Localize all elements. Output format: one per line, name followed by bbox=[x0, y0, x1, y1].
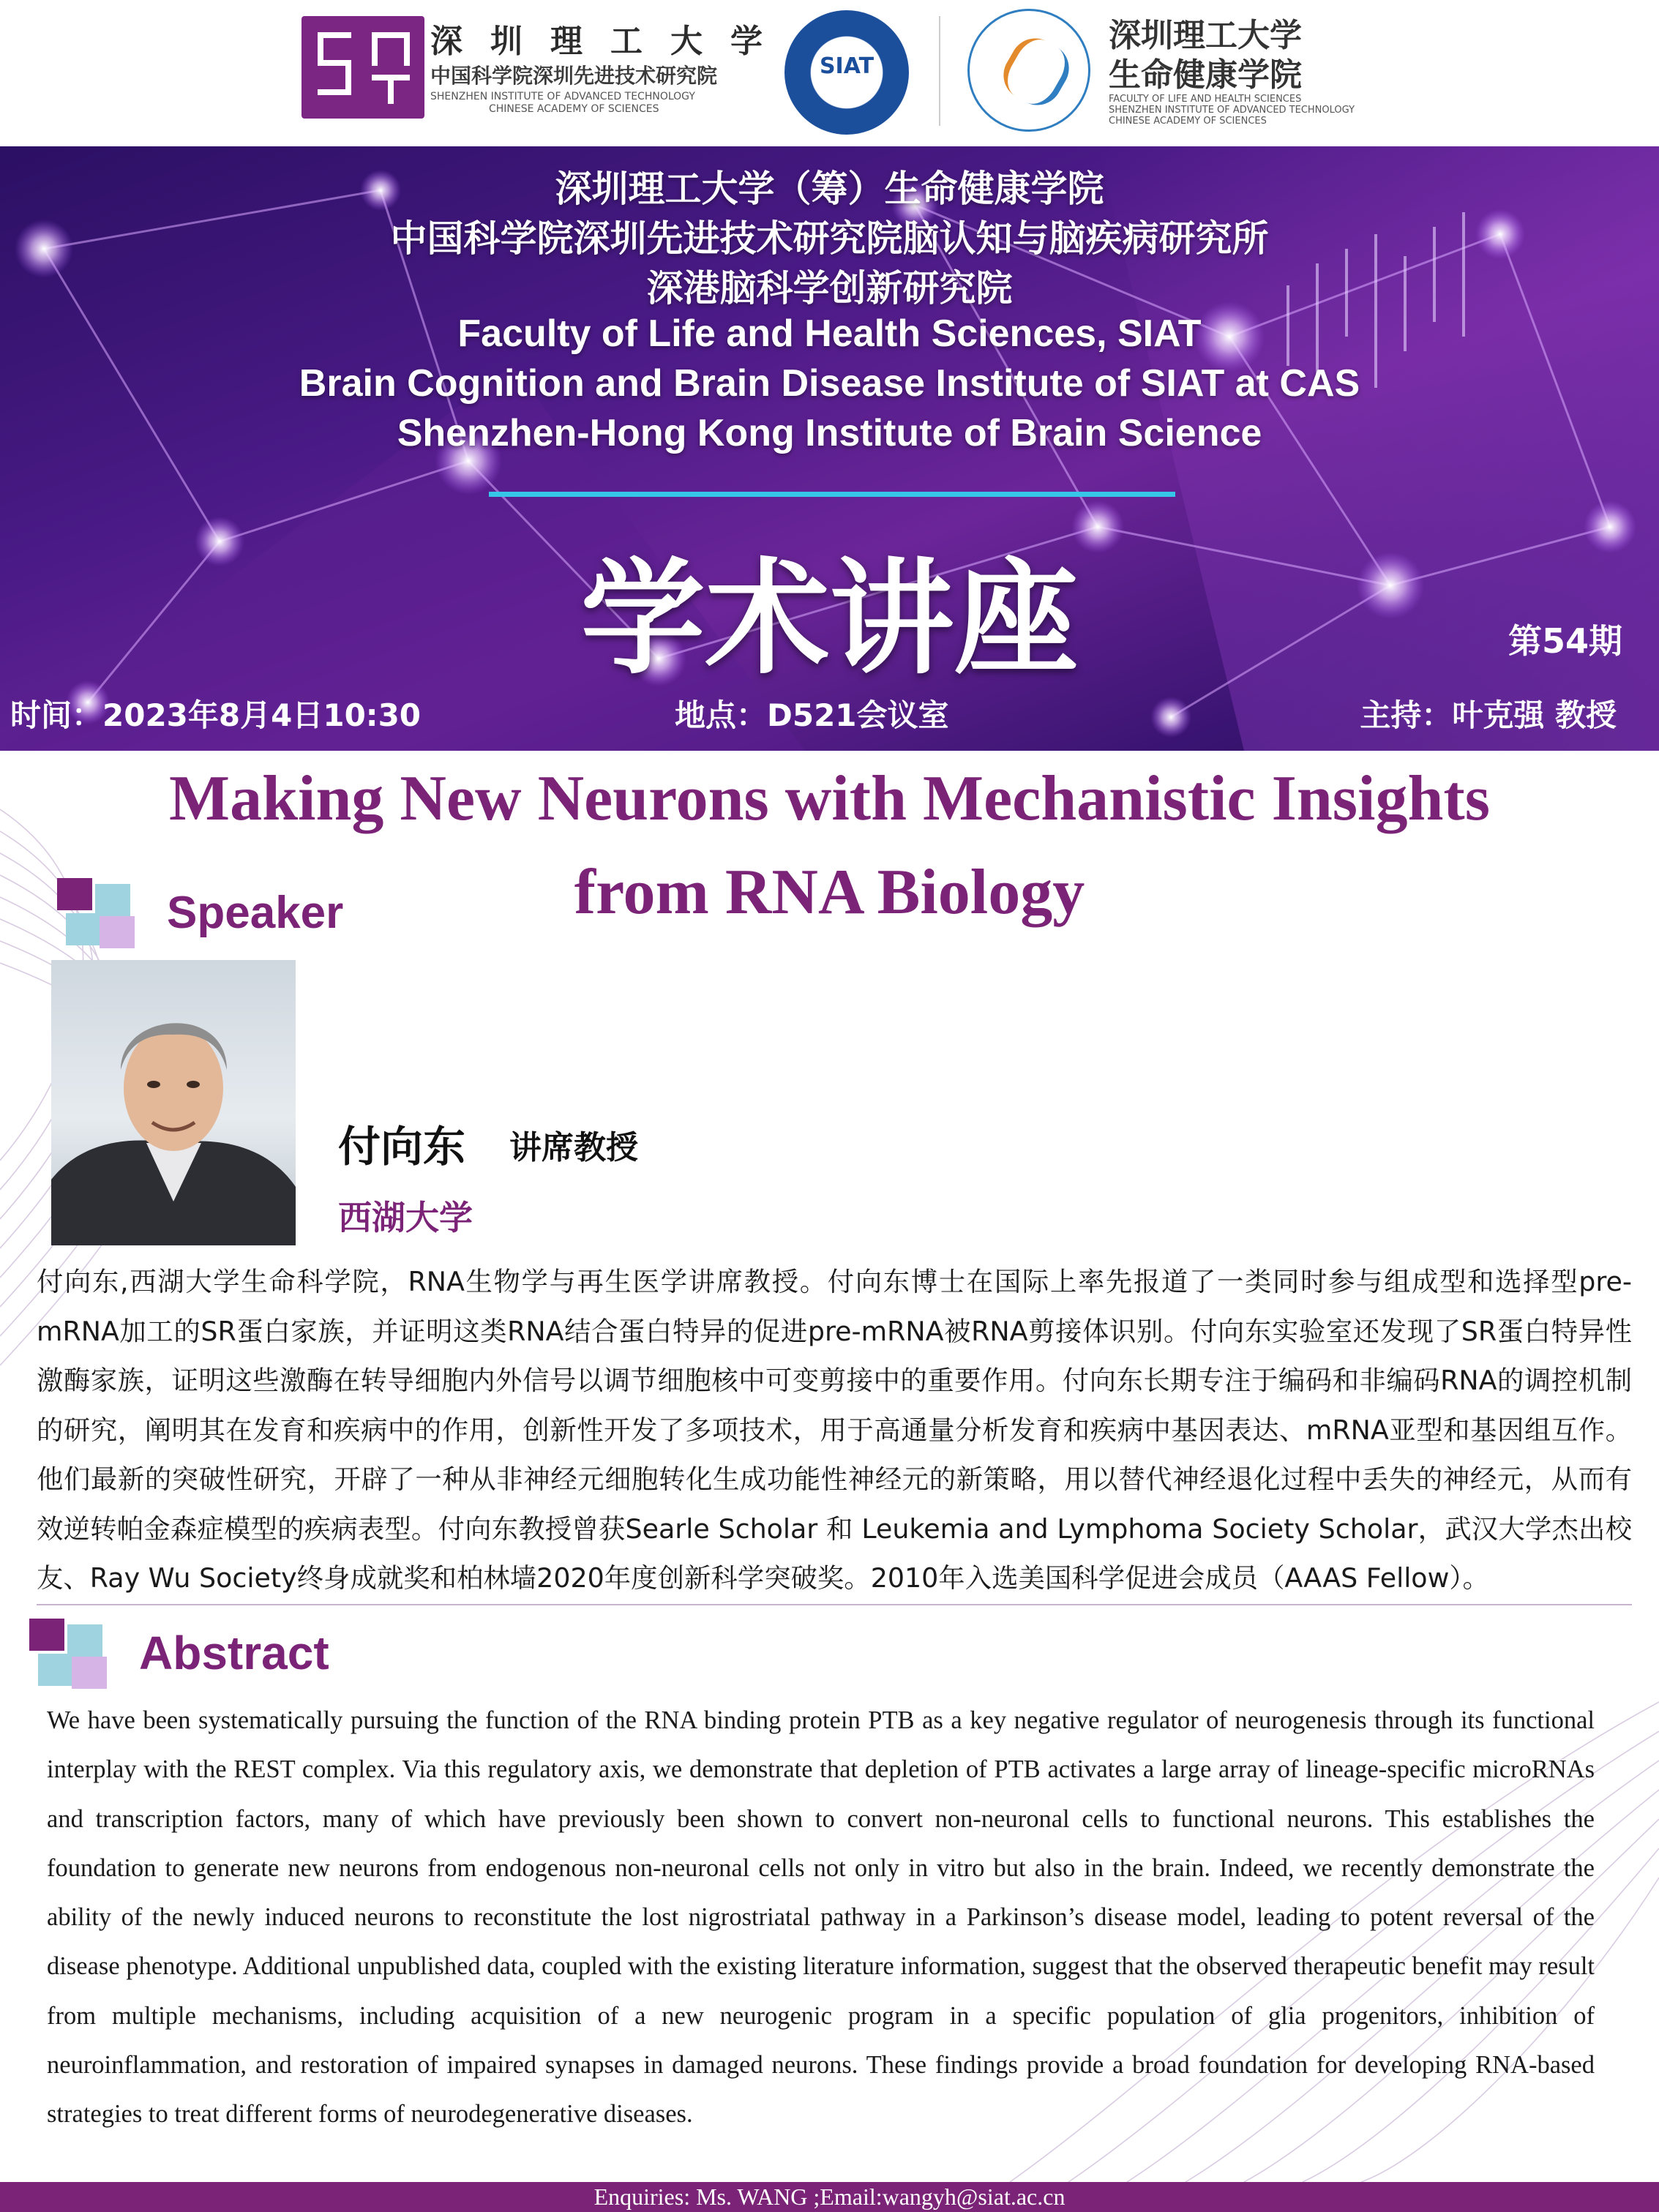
faculty-life-health-logo bbox=[967, 9, 1090, 132]
siat-name-en: SHENZHEN INSTITUTE OF ADVANCED TECHNOLOGY CHINESE ACADEMY OF SCIENCES bbox=[430, 91, 695, 115]
lecture-title: 学术讲座 bbox=[580, 547, 1079, 691]
speaker-title: 讲席教授 bbox=[509, 1129, 638, 1166]
abstract-section-icon bbox=[29, 1619, 110, 1692]
speaker-bio: 付向东,西湖大学生命科学院，RNA生物学与再生医学讲席教授。付向东博士在国际上率先报道了一类同时参与组成型和选择型pre-mRNA加工的SR蛋白家族，并证明这类RNA结合蛋白特异的促进pre-mRNA被RNA剪接体识别。付向东实验室还发现了SR蛋白特异性激酶家族，证明这些激酶在转导细胞内外信号以调节细胞核中可变剪接中的重要作用。付向东长期专注于编码和非编码RNA的调控机制的研究，阐明其在发育和疾病中的作用，创新性开发了多项技术，用于高通量分析发育和疾病中基因表达、mRNA亚型和基因组互作。他们最新的突破性研究，开辟了一种从非神经元细胞转化生成功能性神经元的新策略，用以替代神经退化过程中丢失的神经元，从而有效逆转帕金森症模型的疾病表型。付向东教授曾获Searle Scholar 和 Leukemia and Lymphoma Society Scholar，武汉大学杰出校友、Ray Wu Society终身成就奖和柏林墙2020年度创新科学突破奖。2010年入选美国科学促进会成员（AAAS Fellow）。 bbox=[37, 1266, 1632, 1594]
enquiries-contact: Enquiries: Ms. WANG ;Email:wangyh@siat.ac.cn bbox=[593, 2183, 1066, 2210]
banner-divider bbox=[489, 492, 1175, 497]
logo-bar bbox=[0, 0, 1659, 146]
banner-cn-line-1: 深圳理工大学（筹）生命健康学院 bbox=[555, 168, 1104, 209]
abstract-section-heading: Abstract bbox=[139, 1627, 329, 1679]
siat-badge-text: SIAT bbox=[819, 53, 875, 79]
speaker-affiliation: 西湖大学 bbox=[338, 1198, 473, 1237]
dna-helix-icon bbox=[995, 29, 1078, 113]
sz-university-logo-mark bbox=[302, 16, 424, 119]
abstract-text: We have been systematically pursuing the function of the RNA binding protein PTB as a key negative regulator of neurogenesis through its functional interplay with the REST complex. Via this regulatory axis, we demonstrate that depletion of PTB activates a large array of lineage-specific microRNAs and transcription factors, many of which have previously been shown to convert non-neuronal cells to functional neurons. This establishes the foundation to generate new neurons from endogenous non-neuronal cells not only in vitro but also in the brain. Indeed, we recently demonstrate the ability of the newly induced neurons to reconstitute the lost nigrostriatal pathway in a Parkinson’s disease model, leading to potent reversal of the disease phenotype. Additional unpublished data, coupled with the existing literature information, suggest that the observed therapeutic benefit may result from multiple mechanisms, including acquisition of a new neurogenic program in a specific population of glia progenitors, inhibition of neuroinflammation, and restoration of impaired synapses in damaged neurons. These findings provide a broad foundation for developing RNA-based strategies to treat different forms of neurodegenerative diseases. bbox=[47, 1706, 1595, 2129]
lecture-host: 主持：叶克强 教授 bbox=[1360, 697, 1617, 733]
siat-badge-logo bbox=[784, 10, 909, 135]
speaker-photo bbox=[51, 960, 296, 1245]
faculty-name-en: FACULTY OF LIFE AND HEALTH SCIENCES SHENZHEN INSTITUTE OF ADVANCED TECHNOLOGY CHINESE ACADEMY OF SCIENCES bbox=[1109, 94, 1355, 127]
siat-name-cn: 中国科学院深圳先进技术研究院 bbox=[430, 64, 718, 88]
lecture-time: 时间：2023年8月4日10:30 bbox=[10, 697, 422, 733]
sz-university-name: 深圳理工大学 bbox=[430, 23, 790, 60]
footer-enquiries bbox=[0, 2182, 1659, 2212]
speaker-section-heading: Speaker bbox=[167, 888, 344, 938]
banner-cn-line-3: 深港脑科学创新研究院 bbox=[646, 268, 1013, 309]
banner-en-line-3: Shenzhen-Hong Kong Institute of Brain Science bbox=[397, 412, 1262, 454]
lecture-venue: 地点：D521会议室 bbox=[675, 697, 949, 733]
section-divider bbox=[37, 1604, 1632, 1605]
issue-number: 第54期 bbox=[1508, 621, 1622, 661]
speaker-name: 付向东 bbox=[338, 1122, 466, 1171]
lecture-banner bbox=[0, 146, 1659, 751]
banner-en-line-1: Faculty of Life and Health Sciences, SIAT bbox=[457, 312, 1202, 355]
talk-title: Making New Neurons with Mechanistic Insights from RNA Biology bbox=[169, 763, 1490, 928]
banner-cn-line-2: 中国科学院深圳先进技术研究院脑认知与脑疾病研究所 bbox=[390, 218, 1269, 259]
speaker-section-icon bbox=[57, 878, 138, 951]
banner-en-line-2: Brain Cognition and Brain Disease Institute of SIAT at CAS bbox=[299, 362, 1360, 405]
logo-divider bbox=[939, 16, 940, 126]
faculty-name-cn: 深圳理工大学 生命健康学院 bbox=[1109, 17, 1302, 94]
